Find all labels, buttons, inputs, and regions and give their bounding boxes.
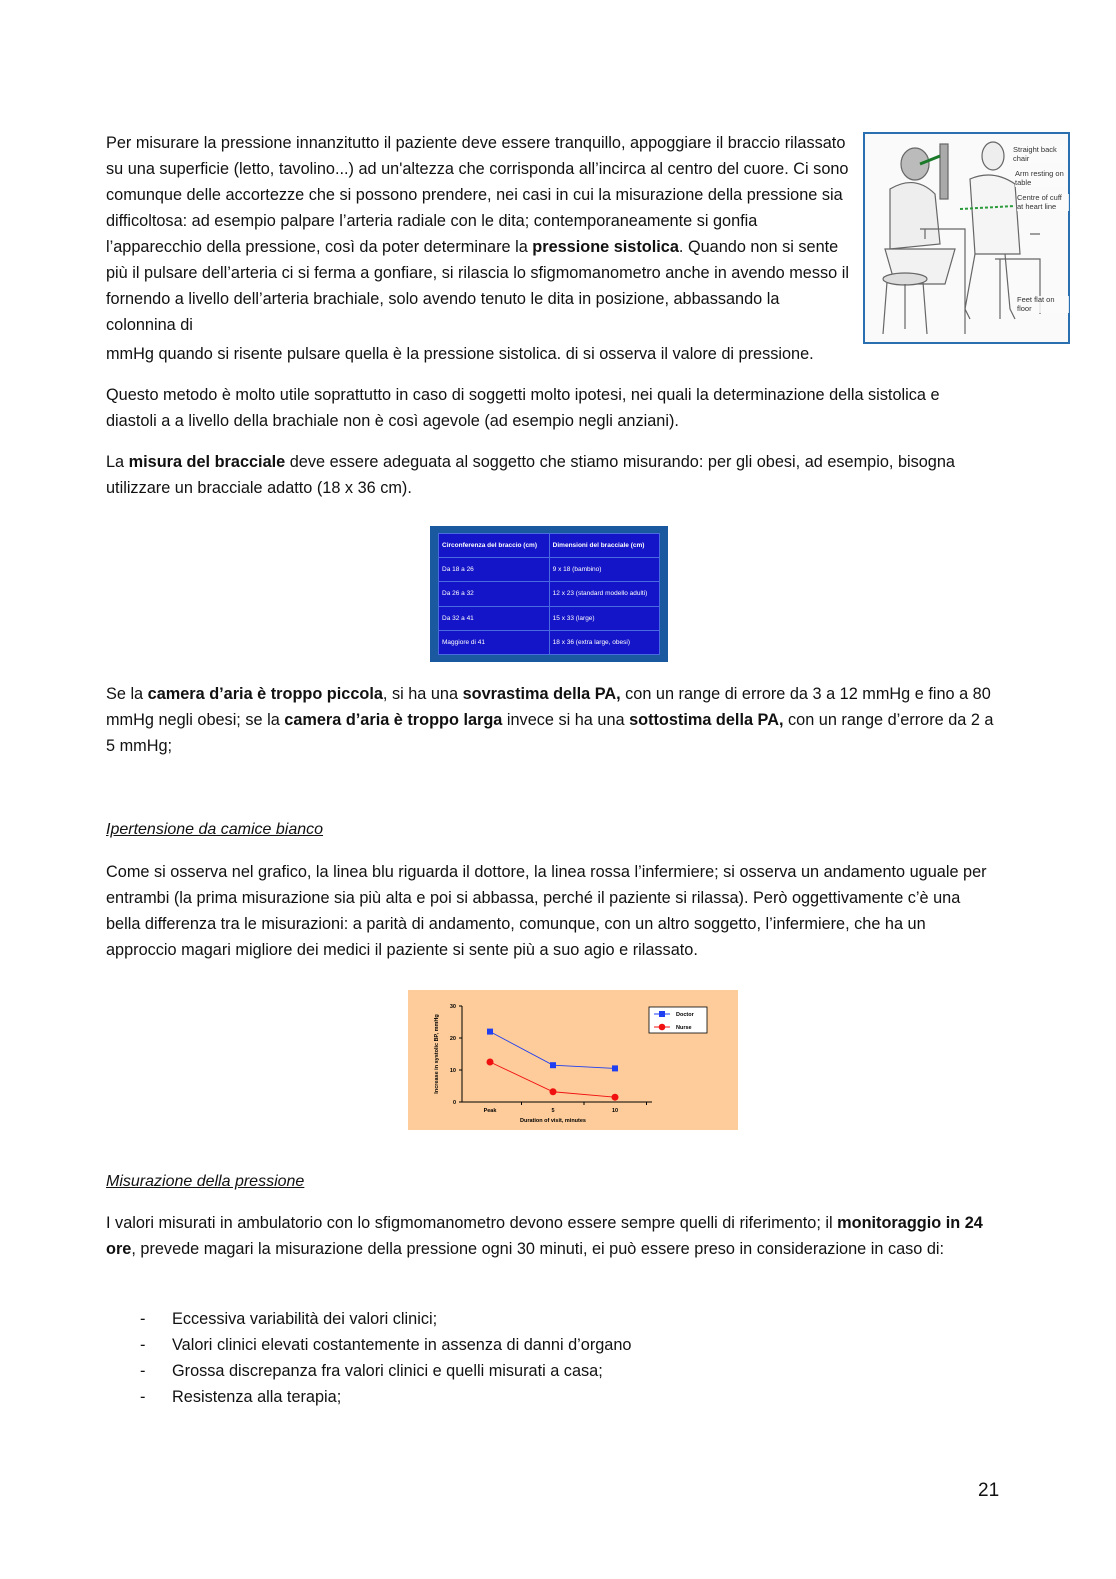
data-point-nurse — [612, 1094, 619, 1101]
paragraph-cuff-errors — [106, 681, 996, 759]
cell: Maggiore di 41 — [439, 630, 550, 654]
header-cell: Circonferenza del braccio (cm) — [439, 534, 550, 558]
data-point-doctor — [612, 1065, 618, 1071]
cell: 12 x 23 (standard modello adulti) — [549, 582, 659, 606]
list-item: - Valori clinici elevati costantemente in assenza di danni d’organo — [106, 1332, 631, 1358]
data-point-doctor — [487, 1029, 493, 1035]
table-row — [439, 630, 660, 654]
bold-text: monitoraggio in 24 ore — [106, 1214, 983, 1258]
bold-text: camera d’aria è troppo larga — [284, 711, 503, 729]
table-row — [439, 558, 660, 582]
paragraph-white-coat: Come si osserva nel grafico, la linea blu riguarda il dottore, la linea rossa l’infermiere; si osserva un andamento uguale per entrambi (la prima misurazione sia più alta e poi si abbassa, perché il paziente si rilassa). Però oggettivamente c’è una bella differenza tra le misurazioni: a parità di andamento, comunque, con un altro soggetto, l’infermiere, che ha un approccio magari migliore dei medici il paziente si sente più a suo agio e rilassato. — [106, 863, 987, 959]
x-axis-label: Duration of visit, minutes — [519, 1118, 587, 1124]
bold-text: misura del bracciale — [128, 453, 286, 471]
heading-white-coat: Ipertensione da camice bianco — [106, 821, 324, 838]
y-tick-label: 0 — [452, 1100, 456, 1106]
data-point-doctor — [550, 1062, 556, 1068]
bold-text: sovrastima della PA, — [462, 685, 621, 703]
cell: 9 x 18 (bambino) — [549, 558, 659, 582]
legend-nurse-label: Nurse — [676, 1025, 692, 1031]
chart-svg — [408, 990, 738, 1130]
text: con un range d’errore da 2 a 5 mmHg; — [106, 711, 994, 755]
text: . Quando non si sente più il pulsare dell’arteria ci si ferma a gonfiare, si rilascia lo sfigmomanometro anche in avendo messo il fornendo a livello dell’arteria brachiale, solo avendo tenuto le dita in posizione, abbassando la colonnina di — [106, 238, 849, 334]
x-tick-label: Peak — [483, 1108, 497, 1114]
text: deve essere adeguata al soggetto che stiamo misurando: per gli obesi, ad esempio, bisogna utilizzare un bracciale adatto (18 x 36 cm). — [106, 453, 955, 497]
cell: Da 26 a 32 — [439, 582, 550, 606]
header-cell: Dimensioni del bracciale (cm) — [549, 534, 659, 558]
text: invece si ha una — [502, 711, 630, 729]
text: Per misurare la pressione innanzitutto il paziente deve essere tranquillo, appoggiare il braccio rilassato su una superficie (letto, tavolino...) ad un'altezza che corrisponda all’incirca al centro del cuore. Ci sono comunque delle accortezze che si possono prendere, nei casi in cui la misurazione della pressione sia difficoltosa: ad esempio palpare l’arteria radiale con le dita; contemporaneamente si gonfia l’apparecchio della pressione, così da poter determinare la — [106, 134, 849, 256]
text: , prevede magari la misurazione della pressione ogni 30 minuti, ei può essere preso in considerazione in caso di: — [131, 1240, 945, 1258]
legend-doctor-label: Doctor — [676, 1012, 694, 1018]
list-item: - Resistenza alla terapia; — [106, 1384, 631, 1410]
bold-text: pressione sistolica — [532, 238, 679, 256]
label-chair: Straight back chair — [1013, 146, 1065, 163]
bp-measurement-illustration — [863, 132, 1070, 344]
legend-doctor-marker — [659, 1011, 665, 1017]
white-coat-chart — [408, 990, 738, 1130]
data-point-nurse — [550, 1088, 557, 1095]
paragraph-monitoring — [106, 1210, 996, 1262]
bold-text: sottostima della PA, — [629, 711, 784, 729]
table-row — [439, 582, 660, 606]
list-item: - Eccessiva variabilità dei valori clinici; — [106, 1306, 631, 1332]
cell: Da 18 a 26 — [439, 558, 550, 582]
cell: 15 x 33 (large) — [549, 606, 659, 630]
paragraph-cuff — [106, 449, 986, 501]
heading-measurement: Misurazione della pressione — [106, 1173, 305, 1190]
y-tick-label: 10 — [449, 1068, 456, 1074]
page-number: 21 — [978, 1480, 1000, 1501]
x-tick-label: 10 — [611, 1108, 619, 1114]
y-tick-label: 20 — [449, 1036, 456, 1042]
text: La — [106, 453, 129, 471]
table-header-row — [439, 534, 660, 558]
text: , si ha una — [382, 685, 463, 703]
text: I valori misurati in ambulatorio con lo sfigmomanometro devono essere sempre quelli di riferimento; il — [106, 1214, 838, 1232]
paragraph-method: Questo metodo è molto utile soprattutto in caso di soggetti molto ipotesi, nei quali la determinazione della sistolica e diastoli a a livello della brachiale non è così agevole (ad esempio negli anziani). — [106, 386, 940, 430]
label-arm: Arm resting on table — [1015, 170, 1067, 187]
text: con un range di errore da 3 a 12 mmHg e fino a 80 mmHg negli obesi; se la — [106, 685, 991, 729]
cuff-size-table — [430, 526, 668, 662]
indications-list — [106, 1306, 631, 1410]
paragraph-intro-last-line: mmHg quando si risente pulsare quella è la pressione sistolica. di si osserva il valore di pressione. — [106, 345, 814, 363]
y-axis-label: Increase in systolic BP, mmHg — [434, 1014, 440, 1094]
label-cuff: Centre of cuff at heart line — [1017, 194, 1069, 211]
cell: Da 32 a 41 — [439, 606, 550, 630]
table-row — [439, 606, 660, 630]
cell: 18 x 36 (extra large, obesi) — [549, 630, 659, 654]
bold-text: camera d’aria è troppo piccola — [147, 685, 383, 703]
x-tick-label: 5 — [551, 1108, 555, 1114]
data-point-nurse — [487, 1059, 494, 1066]
paragraph-intro — [106, 130, 851, 338]
text: Se la — [106, 685, 148, 703]
list-item: - Grossa discrepanza fra valori clinici e quelli misurati a casa; — [106, 1358, 631, 1384]
y-tick-label: 30 — [449, 1004, 456, 1010]
label-feet: Feet flat on floor — [1017, 296, 1069, 313]
legend-nurse-marker — [659, 1024, 666, 1031]
